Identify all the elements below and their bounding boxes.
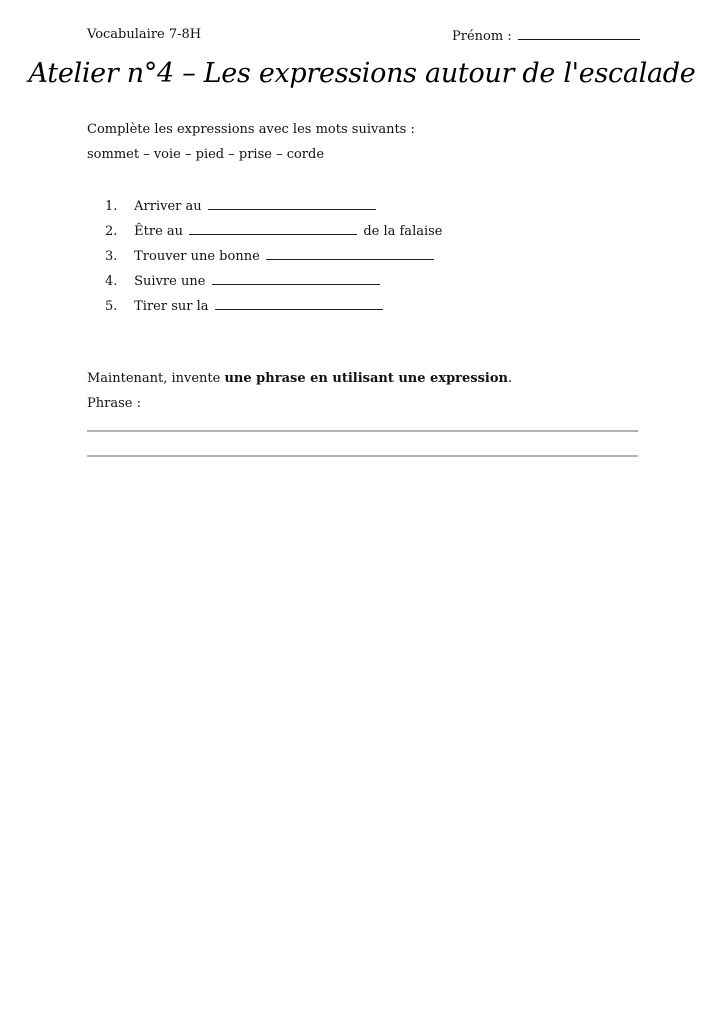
exercise-item bbox=[105, 197, 443, 222]
task-prefix: Maintenant, invente bbox=[87, 371, 225, 386]
writing-line[interactable] bbox=[87, 455, 638, 457]
name-field bbox=[452, 27, 640, 44]
exercise-number: 5. bbox=[105, 299, 118, 314]
fill-blank[interactable] bbox=[212, 272, 380, 285]
fill-blank[interactable] bbox=[208, 197, 376, 210]
exercise-text: Trouver une bonne bbox=[134, 249, 260, 264]
fill-blank[interactable] bbox=[215, 297, 383, 310]
exercise-number: 4. bbox=[105, 274, 118, 289]
exercise-item bbox=[105, 247, 443, 272]
instruction-text: Complète les expressions avec les mots suivants : bbox=[87, 122, 415, 137]
exercise-text-after: de la falaise bbox=[363, 224, 443, 239]
writing-line[interactable] bbox=[87, 430, 638, 432]
exercise-text: Tirer sur la bbox=[134, 299, 209, 314]
phrase-label: Phrase : bbox=[87, 396, 141, 411]
exercise-number: 1. bbox=[105, 199, 118, 214]
page-title: Atelier n°4 – Les expressions autour de l'escalade bbox=[28, 58, 696, 89]
exercise-list bbox=[105, 197, 443, 322]
exercise-text: Suivre une bbox=[134, 274, 206, 289]
course-label: Vocabulaire 7-8H bbox=[87, 27, 202, 42]
exercise-item bbox=[105, 297, 443, 322]
task-bold: une phrase en utilisant une expression bbox=[224, 371, 508, 386]
task-suffix: . bbox=[508, 371, 513, 386]
name-label: Prénom : bbox=[452, 29, 512, 44]
fill-blank[interactable] bbox=[189, 222, 357, 235]
exercise-number: 2. bbox=[105, 224, 118, 239]
word-list: sommet – voie – pied – prise – corde bbox=[87, 147, 325, 162]
exercise-number: 3. bbox=[105, 249, 118, 264]
exercise-text: Être au bbox=[134, 224, 184, 239]
task-instruction bbox=[87, 371, 512, 386]
fill-blank[interactable] bbox=[266, 247, 434, 260]
name-blank[interactable] bbox=[518, 27, 640, 40]
exercise-item bbox=[105, 222, 443, 247]
exercise-item bbox=[105, 272, 443, 297]
exercise-text: Arriver au bbox=[134, 199, 202, 214]
